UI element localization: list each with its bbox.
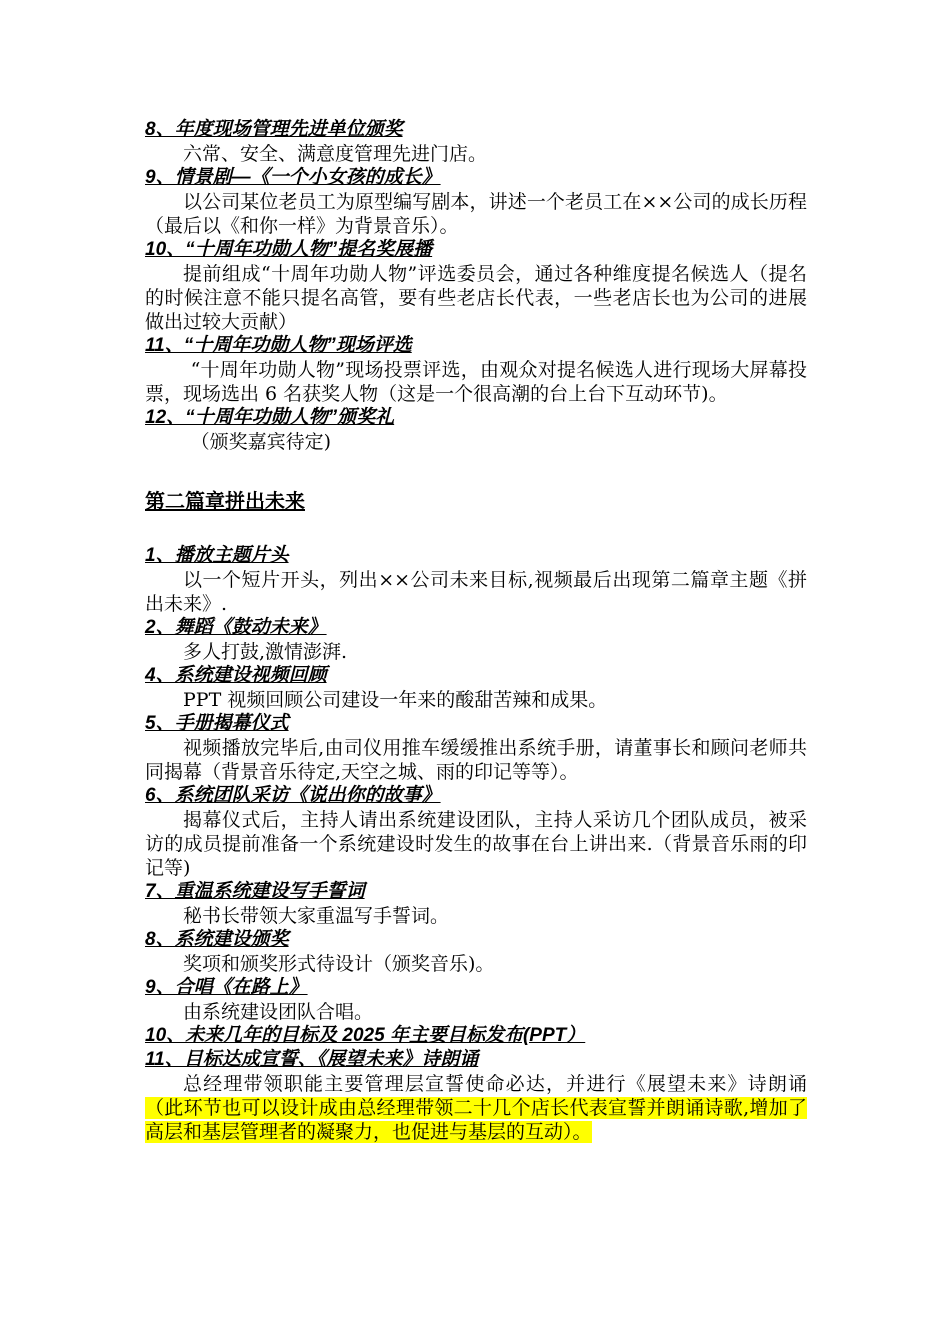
section-heading-9: 9、情景剧—《一个小女孩的成长》 — [145, 167, 441, 188]
section-body-11: “十周年功勋人物”现场投票评选，由观众对提名候选人进行现场大屏幕投票，现场选出 6 名获奖人物（这是一个很高潮的台上台下互动环节)。 — [145, 359, 807, 405]
item-heading-6: 6、系统团队采访《说出你的故事》 — [145, 785, 441, 806]
item-body-11-text: 总经理带领职能主要管理层宣誓使命必达，并进行《展望未来》诗朗诵 — [183, 1073, 807, 1095]
item-heading-7: 7、重温系统建设写手誓词 — [145, 881, 365, 902]
item-heading-5: 5、手册揭幕仪式 — [145, 713, 289, 734]
item-heading-4: 4、系统建设视频回顾 — [145, 665, 327, 686]
item-heading-10: 10、未来几年的目标及 2025 年主要目标发布(PPT） — [145, 1025, 586, 1046]
item-heading-2: 2、舞蹈《鼓动未来》 — [145, 617, 327, 638]
section-heading-11: 11、“十周年功勋人物”现场评选 — [145, 335, 412, 356]
document-page — [145, 118, 807, 1144]
section-body-8: 六常、安全、满意度管理先进门店。 — [183, 143, 488, 165]
chapter-title: 第二篇章拼出未来 — [145, 491, 305, 513]
item-body-9: 由系统建设团队合唱。 — [183, 1001, 374, 1023]
item-body-6: 揭幕仪式后，主持人请出系统建设团队，主持人采访几个团队成员，被采访的成员提前准备一个系统建设时发生的故事在台上讲出来.（背景音乐雨的印记等) — [145, 809, 807, 879]
section-heading-10: 10、“十周年功勋人物”提名奖展播 — [145, 239, 433, 260]
item-heading-8: 8、系统建设颁奖 — [145, 929, 289, 950]
item-body-11 — [145, 1072, 807, 1144]
section-body-10: 提前组成“十周年功勋人物”评选委员会，通过各种维度提名候选人（提名的时候注意不能只提名高管，要有些老店长代表，一些老店长也为公司的进展做出过较大贡献） — [145, 263, 807, 333]
highlighted-note: （此环节也可以设计成由总经理带领二十几个店长代表宣誓并朗诵诗歌,增加了高层和基层管理者的凝聚力，也促进与基层的互动）。 — [145, 1097, 807, 1143]
item-heading-11: 11、目标达成宣誓、《展望未来》诗朗诵 — [145, 1049, 479, 1070]
item-body-4: PPT 视频回顾公司建设一年来的酸甜苦辣和成果。 — [183, 689, 608, 711]
section-heading-8: 8、年度现场管理先进单位颁奖 — [145, 119, 403, 140]
item-heading-9: 9、合唱《在路上》 — [145, 977, 308, 998]
item-body-1: 以一个短片开头，列出××公司未来目标,视频最后出现第二篇章主题《拼出未来》. — [145, 569, 807, 615]
item-body-8: 奖项和颁奖形式待设计（颁奖音乐)。 — [183, 953, 495, 975]
section-heading-12: 12、“十周年功勋人物”颁奖礼 — [145, 407, 395, 428]
item-body-7: 秘书长带领大家重温写手誓词。 — [183, 905, 450, 927]
item-body-2: 多人打鼓,激情澎湃. — [183, 641, 348, 663]
section-body-12: （颁奖嘉宾待定) — [190, 431, 332, 453]
item-body-5: 视频播放完毕后,由司仪用推车缓缓推出系统手册，请董事长和顾问老师共同揭幕（背景音乐待定,天空之城、雨的印记等等）。 — [145, 737, 807, 783]
item-heading-1: 1、播放主题片头 — [145, 545, 289, 566]
section-body-9: 以公司某位老员工为原型编写剧本，讲述一个老员工在××公司的成长历程（最后以《和你一样》为背景音乐）。 — [145, 191, 807, 237]
